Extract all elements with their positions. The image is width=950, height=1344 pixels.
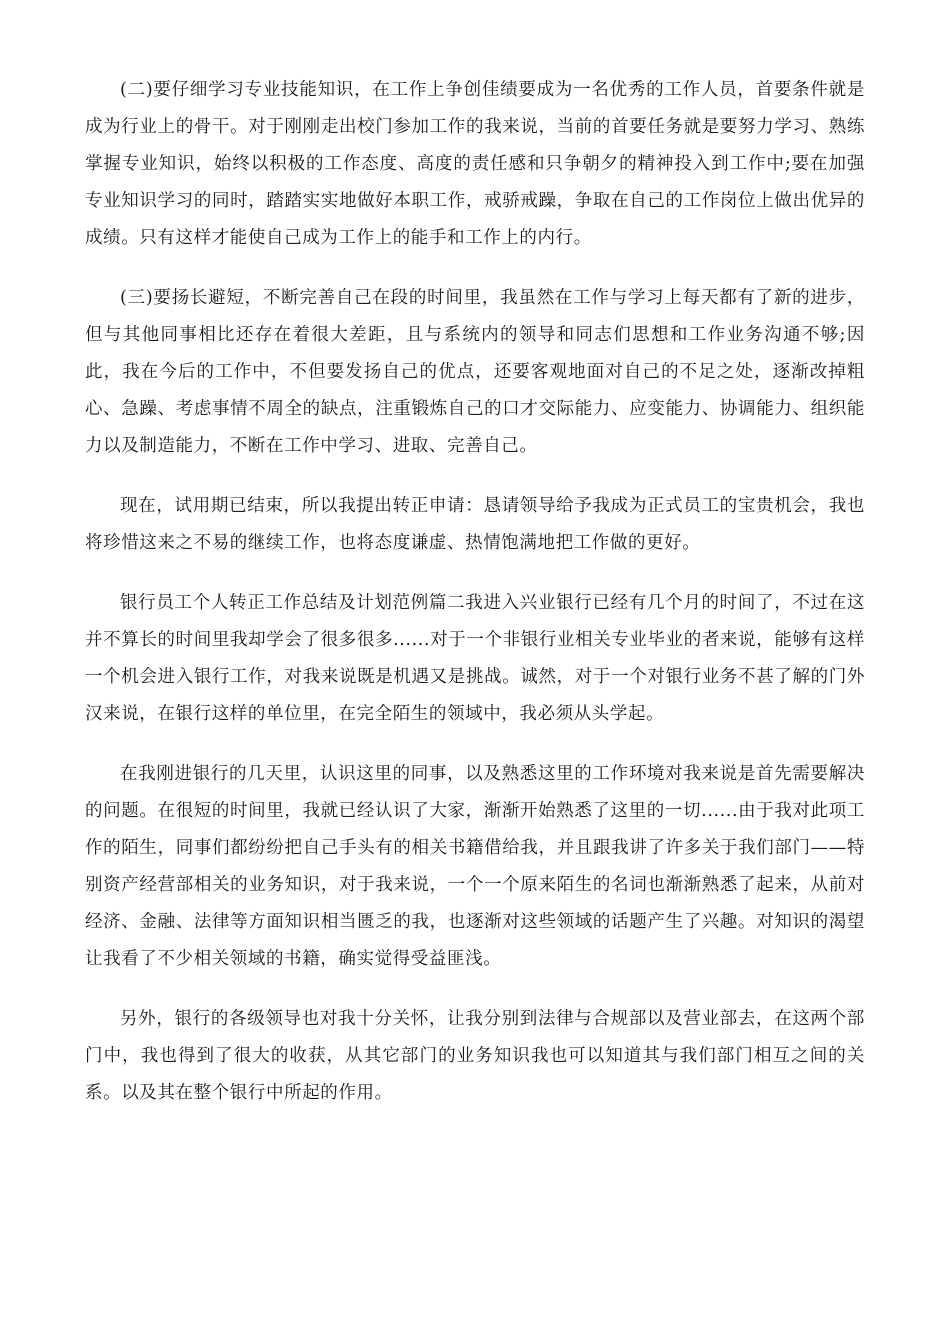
paragraph-first-days: 在我刚进银行的几天里，认识这里的同事，以及熟悉这里的工作环境对我来说是首先需要解决的问题。在很短的时间里，我就已经认识了大家，渐渐开始熟悉了这里的一切......由于我对此项工作的陌生，同事们都纷纷把自己手头有的相关书籍借给我，并且跟我讲了许多关于我们部门——特别资产经营部相关的业务知识，对于我来说，一个一个原来陌生的名词也渐渐熟悉了起来，从前对经济、金融、法律等方面知识相当匮乏的我，也逐渐对这些领域的话题产生了兴趣。对知识的渴望让我看了不少相关领域的书籍，确实觉得受益匪浅。: [85, 764, 865, 969]
paragraph-improve-professional-skills: (二)要仔细学习专业技能知识，在工作上争创佳绩要成为一名优秀的工作人员，首要条件就是成为行业上的骨干。对于刚刚走出校门参加工作的我来说，当前的首要任务就是要努力学习、熟练掌握专业知识，始终以积极的工作态度、高度的责任感和只争朝夕的精神投入到工作中;要在加强专业知识学习的同时，踏踏实实地做好本职工作，戒骄戒躁，争取在自己的工作岗位上做出优异的成绩。只有这样才能使自己成为工作上的能手和工作上的内行。: [85, 80, 865, 248]
document-body: [85, 72, 865, 1135]
paragraph-leadership-care: 另外，银行的各级领导也对我十分关怀，让我分别到法律与合规部以及营业部去，在这两个部门中，我也得到了很大的收获，从其它部门的业务知识我也可以知道其与我们部门相互之间的关系。以及其在整个银行中所起的作用。: [85, 1009, 865, 1103]
paragraph-strengths-and-weaknesses: (三)要扬长避短，不断完善自己在段的时间里，我虽然在工作与学习上每天都有了新的进步，但与其他同事相比还存在着很大差距，且与系统内的领导和同志们思想和工作业务沟通不够;因此，我在今后的工作中，不但要发扬自己的优点，还要客观地面对自己的不足之处，逐渐改掉粗心、急躁、考虑事情不周全的缺点，注重锻炼自己的口才交际能力、应变能力、协调能力、组织能力以及制造能力，不断在工作中学习、进取、完善自己。: [85, 288, 865, 456]
paragraph-probation-request: 现在，试用期已结束，所以我提出转正申请：恳请领导给予我成为正式员工的宝贵机会，我也将珍惜这来之不易的继续工作，也将态度谦虚、热情饱满地把工作做的更好。: [85, 496, 865, 553]
paragraph-essay-two-intro: 银行员工个人转正工作总结及计划范例篇二我进入兴业银行已经有几个月的时间了，不过在这并不算长的时间里我却学会了很多很多......对于一个非银行业相关专业毕业的者来说，能够有这样一个机会进入银行工作，对我来说既是机遇又是挑战。诚然，对于一个对银行业务不甚了解的门外汉来说，在银行这样的单位里，在完全陌生的领域中，我必须从头学起。: [85, 593, 865, 724]
